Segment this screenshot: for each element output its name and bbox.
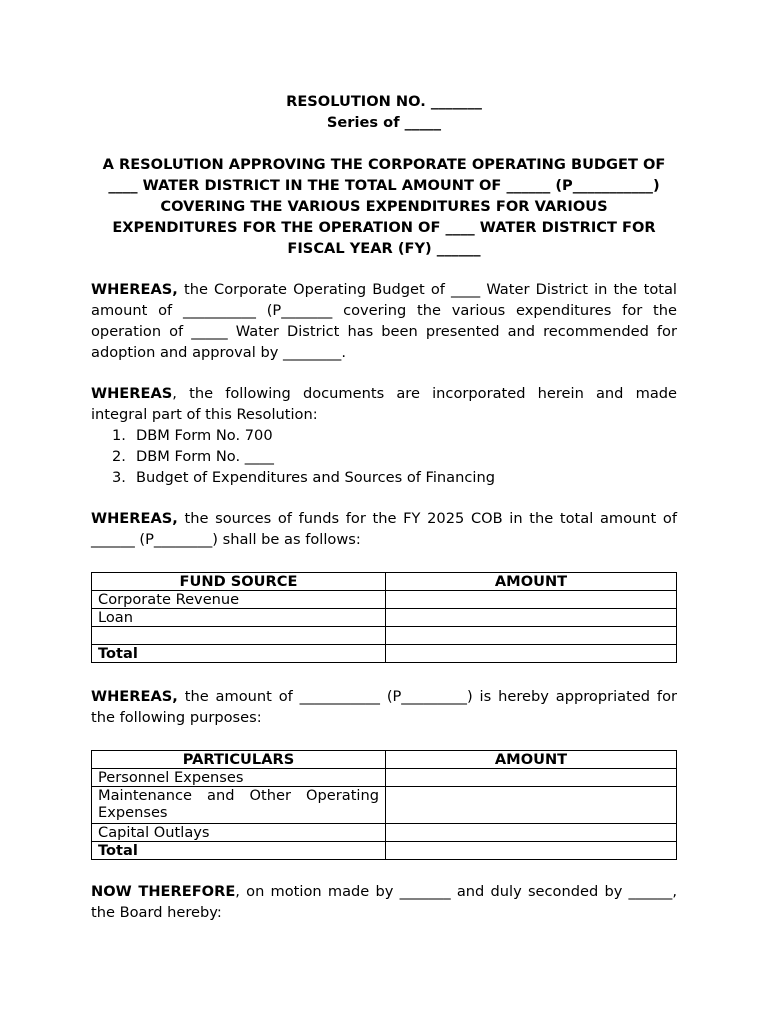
title-line: COVERING THE VARIOUS EXPENDITURES FOR VARIOUS (160, 198, 608, 215)
amount-cell (386, 769, 677, 787)
table-cell: Maintenance and Other Operating Expenses (92, 787, 386, 824)
amount-cell (386, 645, 677, 663)
column-header: AMOUNT (386, 573, 677, 591)
table-header-row (92, 751, 677, 769)
table-row (92, 824, 677, 842)
list-item: 3. Budget of Expenditures and Sources of Financing (112, 469, 495, 486)
table-cell: Corporate Revenue (92, 591, 386, 609)
table-row (92, 645, 677, 663)
whereas-lead: WHEREAS, (91, 281, 178, 298)
resolution-number: RESOLUTION NO. _______ (286, 93, 482, 110)
documents-list (91, 425, 677, 488)
column-header: PARTICULARS (92, 751, 386, 769)
title-line: ____ WATER DISTRICT IN THE TOTAL AMOUNT OF ______ (P___________) (108, 177, 660, 194)
resolution-title (91, 154, 677, 259)
series-line: Series of _____ (326, 114, 442, 131)
whereas-paragraph-2 (91, 383, 677, 488)
fund-source-table (91, 572, 677, 663)
table-cell: Personnel Expenses (92, 769, 386, 787)
total-cell: Total (92, 842, 386, 860)
whereas-text: , the following documents are incorporated herein and made integral part of this Resolution: (91, 385, 677, 423)
now-therefore-lead: NOW THEREFORE (91, 883, 236, 900)
total-cell: Total (92, 645, 386, 663)
column-header: FUND SOURCE (92, 573, 386, 591)
whereas-lead: WHEREAS, (91, 510, 178, 527)
table-cell (92, 627, 386, 645)
amount-cell (386, 787, 677, 824)
resolution-header (91, 91, 677, 133)
table-row (92, 591, 677, 609)
whereas-text: the amount of ___________ (P_________) is hereby appropriated for the following purposes: (91, 688, 677, 726)
table-row (92, 769, 677, 787)
now-therefore-text: , on motion made by _______ and duly seconded by ______, the Board hereby: (91, 883, 677, 921)
now-therefore-paragraph (91, 881, 677, 923)
particulars-table (91, 750, 677, 860)
title-line: FISCAL YEAR (FY) ______ (287, 240, 481, 257)
whereas-text: the Corporate Operating Budget of ____ Water District in the total amount of __________ (P_______ covering the various expenditures for the operation of _____ Water District has been presented and recommended for adoption and approval by ________. (91, 281, 677, 361)
amount-cell (386, 842, 677, 860)
amount-cell (386, 627, 677, 645)
title-line: EXPENDITURES FOR THE OPERATION OF ____ WATER DISTRICT FOR (112, 219, 656, 236)
whereas-paragraph-3 (91, 508, 677, 550)
table-cell: Loan (92, 609, 386, 627)
amount-cell (386, 824, 677, 842)
amount-cell (386, 609, 677, 627)
table-row (92, 787, 677, 824)
title-line: A RESOLUTION APPROVING THE CORPORATE OPERATING BUDGET OF (102, 156, 666, 173)
whereas-paragraph-4 (91, 686, 677, 728)
whereas-lead: WHEREAS (91, 385, 173, 402)
whereas-text: the sources of funds for the FY 2025 COB in the total amount of ______ (P________) shall be as follows: (91, 510, 677, 548)
amount-cell (386, 591, 677, 609)
list-item: 1. DBM Form No. 700 (112, 427, 273, 444)
table-cell: Capital Outlays (92, 824, 386, 842)
whereas-paragraph-1 (91, 279, 677, 363)
column-header: AMOUNT (386, 751, 677, 769)
table-row (92, 842, 677, 860)
table-header-row (92, 573, 677, 591)
table-row (92, 609, 677, 627)
table-row (92, 627, 677, 645)
list-item: 2. DBM Form No. ____ (112, 448, 274, 465)
whereas-lead: WHEREAS, (91, 688, 178, 705)
